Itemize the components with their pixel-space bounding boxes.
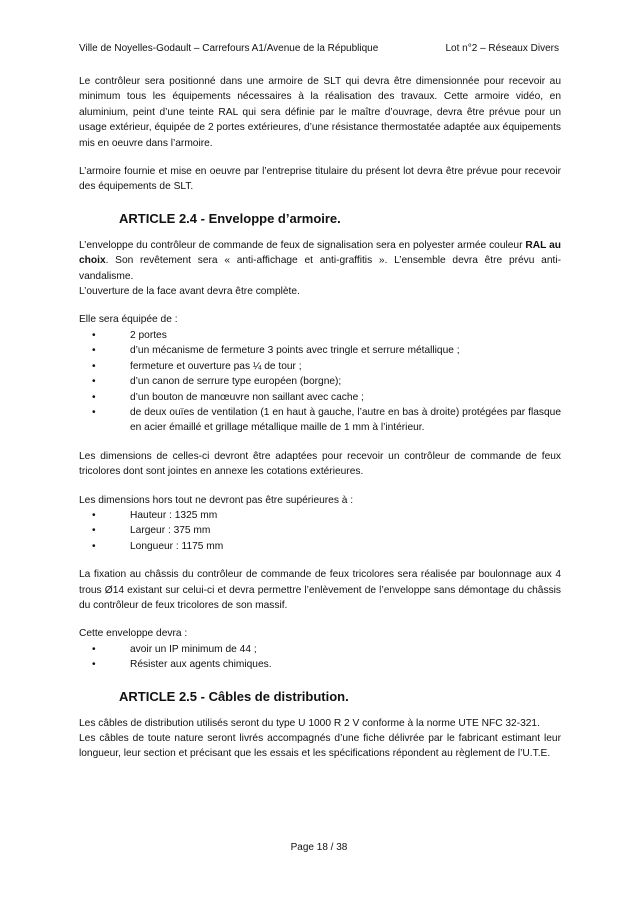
list-item bbox=[79, 328, 561, 343]
paragraph-cables-type: Les câbles de distribution utilisés seront du type U 1000 R 2 V conforme à la norme UTE NFC 32-321. bbox=[79, 717, 540, 729]
article-2-5-heading: ARTICLE 2.5 - Câbles de distribution. bbox=[119, 688, 349, 704]
bullet-icon: • bbox=[92, 509, 96, 521]
list-item-text: fermeture et ouverture pas ¼ de tour ; bbox=[130, 360, 302, 372]
paragraph-ouverture: L’ouverture de la face avant devra être complète. bbox=[79, 286, 300, 298]
bullet-icon: • bbox=[92, 376, 96, 388]
list-item bbox=[79, 642, 561, 657]
list-item-text: Résister aux agents chimiques. bbox=[130, 659, 272, 671]
list-item-text: d’un mécanisme de fermeture 3 points avec tringle et serrure métallique ; bbox=[130, 345, 460, 357]
bullet-icon: • bbox=[92, 360, 96, 372]
list-item bbox=[79, 390, 561, 405]
list-item-text: Longueur : 1175 mm bbox=[130, 540, 224, 552]
header-lot-label: Lot n°2 – Réseaux Divers bbox=[445, 43, 559, 54]
bullet-icon: • bbox=[92, 540, 96, 552]
requirements-list bbox=[79, 642, 561, 673]
equipment-list bbox=[79, 328, 561, 436]
list-item-text: d’un bouton de manœuvre non saillant avec cache ; bbox=[130, 391, 364, 403]
list-item-text: Largeur : 375 mm bbox=[130, 525, 211, 537]
bullet-icon: • bbox=[92, 345, 96, 357]
page-header bbox=[79, 42, 559, 56]
paragraph-dimensions: Les dimensions de celles-ci devront être adaptées pour recevoir un contrôleur de commande de feux tricolores dont sont jointes en annexe les cotations extérieures. bbox=[79, 450, 561, 478]
paragraph-fixation: La fixation au châssis du contrôleur de commande de feux tricolores sera réalisée par boulonnage aux 4 trous Ø14 existant sur celui-ci et devra permettre l’enlèvement de l’enveloppe sans démontage du châssis du contrôleur de feux tricolores de son massif. bbox=[79, 569, 561, 611]
paragraph-cables-fiche: Les câbles de toute nature seront livrés accompagnés d’une fiche délivrée par le fabricant estimant leur longueur, leur section et précisant que les essais et les spécifications répondent au règlement de l’U.T.E. bbox=[79, 733, 561, 760]
page-number: Page 18 / 38 bbox=[290, 842, 348, 853]
paragraph-controleur: Le contrôleur sera positionné dans une armoire de SLT qui devra être dimensionnée pour recevoir au minimum tous les équipements nécessaires à la réalisation des travaux. Cette armoire vidéo, en aluminium, peint d’une teinte RAL qui sera définie par le maître d’ouvrage, devra être prévue pour un usage extérieur, équipée de 2 portes extérieures, d’une résistance thermostatée adaptée aux équipements mis en oeuvre dans l’armoire. bbox=[79, 76, 561, 149]
list-item bbox=[79, 539, 561, 554]
bullet-icon: • bbox=[92, 659, 96, 671]
bullet-icon: • bbox=[92, 525, 96, 537]
bullet-icon: • bbox=[92, 391, 96, 403]
paragraph-equipee: Elle sera équipée de : bbox=[79, 314, 178, 326]
list-item bbox=[79, 359, 561, 374]
bullet-icon: • bbox=[92, 643, 96, 655]
list-item bbox=[79, 657, 561, 672]
bullet-icon: • bbox=[92, 329, 96, 341]
paragraph-armoire: L’armoire fournie et mise en oeuvre par l’entreprise titulaire du présent lot devra être prévue pour recevoir des équipements de SLT. bbox=[79, 166, 561, 193]
dimensions-list bbox=[79, 508, 561, 554]
paragraph-hors-tout: Les dimensions hors tout ne devront pas être supérieures à : bbox=[79, 494, 354, 506]
list-item-text: de deux ouïes de ventilation (1 en haut à gauche, l’autre en bas à droite) protégées par flasque en acier émaillé et grillage métallique maille de 1 mm à l’intérieur. bbox=[130, 406, 561, 434]
list-item bbox=[79, 405, 561, 436]
article-2-4-heading: ARTICLE 2.4 - Enveloppe d’armoire. bbox=[119, 210, 341, 226]
list-item-text: Hauteur : 1325 mm bbox=[130, 509, 218, 521]
paragraph-enveloppe-devra: Cette enveloppe devra : bbox=[79, 628, 188, 640]
list-item-text: 2 portes bbox=[130, 329, 167, 341]
header-project-title: Ville de Noyelles-Godault – Carrefours A1/Avenue de la République bbox=[79, 43, 379, 54]
list-item bbox=[79, 523, 561, 538]
paragraph-enveloppe-bold: RAL au choix bbox=[79, 239, 561, 267]
list-item-text: avoir un IP minimum de 44 ; bbox=[130, 643, 257, 655]
paragraph-enveloppe-pre: L’enveloppe du contrôleur de commande de feux de signalisation sera en polyester armée couleur bbox=[79, 239, 526, 251]
bullet-icon: • bbox=[92, 406, 96, 418]
paragraph-enveloppe-post: . Son revêtement sera « anti-affichage et anti-graffitis ». L’ensemble devra être prévu anti-vandalisme. bbox=[79, 255, 561, 282]
list-item bbox=[79, 343, 561, 358]
list-item bbox=[79, 374, 561, 389]
paragraph-enveloppe bbox=[79, 238, 561, 284]
list-item bbox=[79, 508, 561, 523]
list-item-text: d’un canon de serrure type européen (borgne); bbox=[130, 376, 342, 388]
page-body bbox=[79, 74, 561, 775]
